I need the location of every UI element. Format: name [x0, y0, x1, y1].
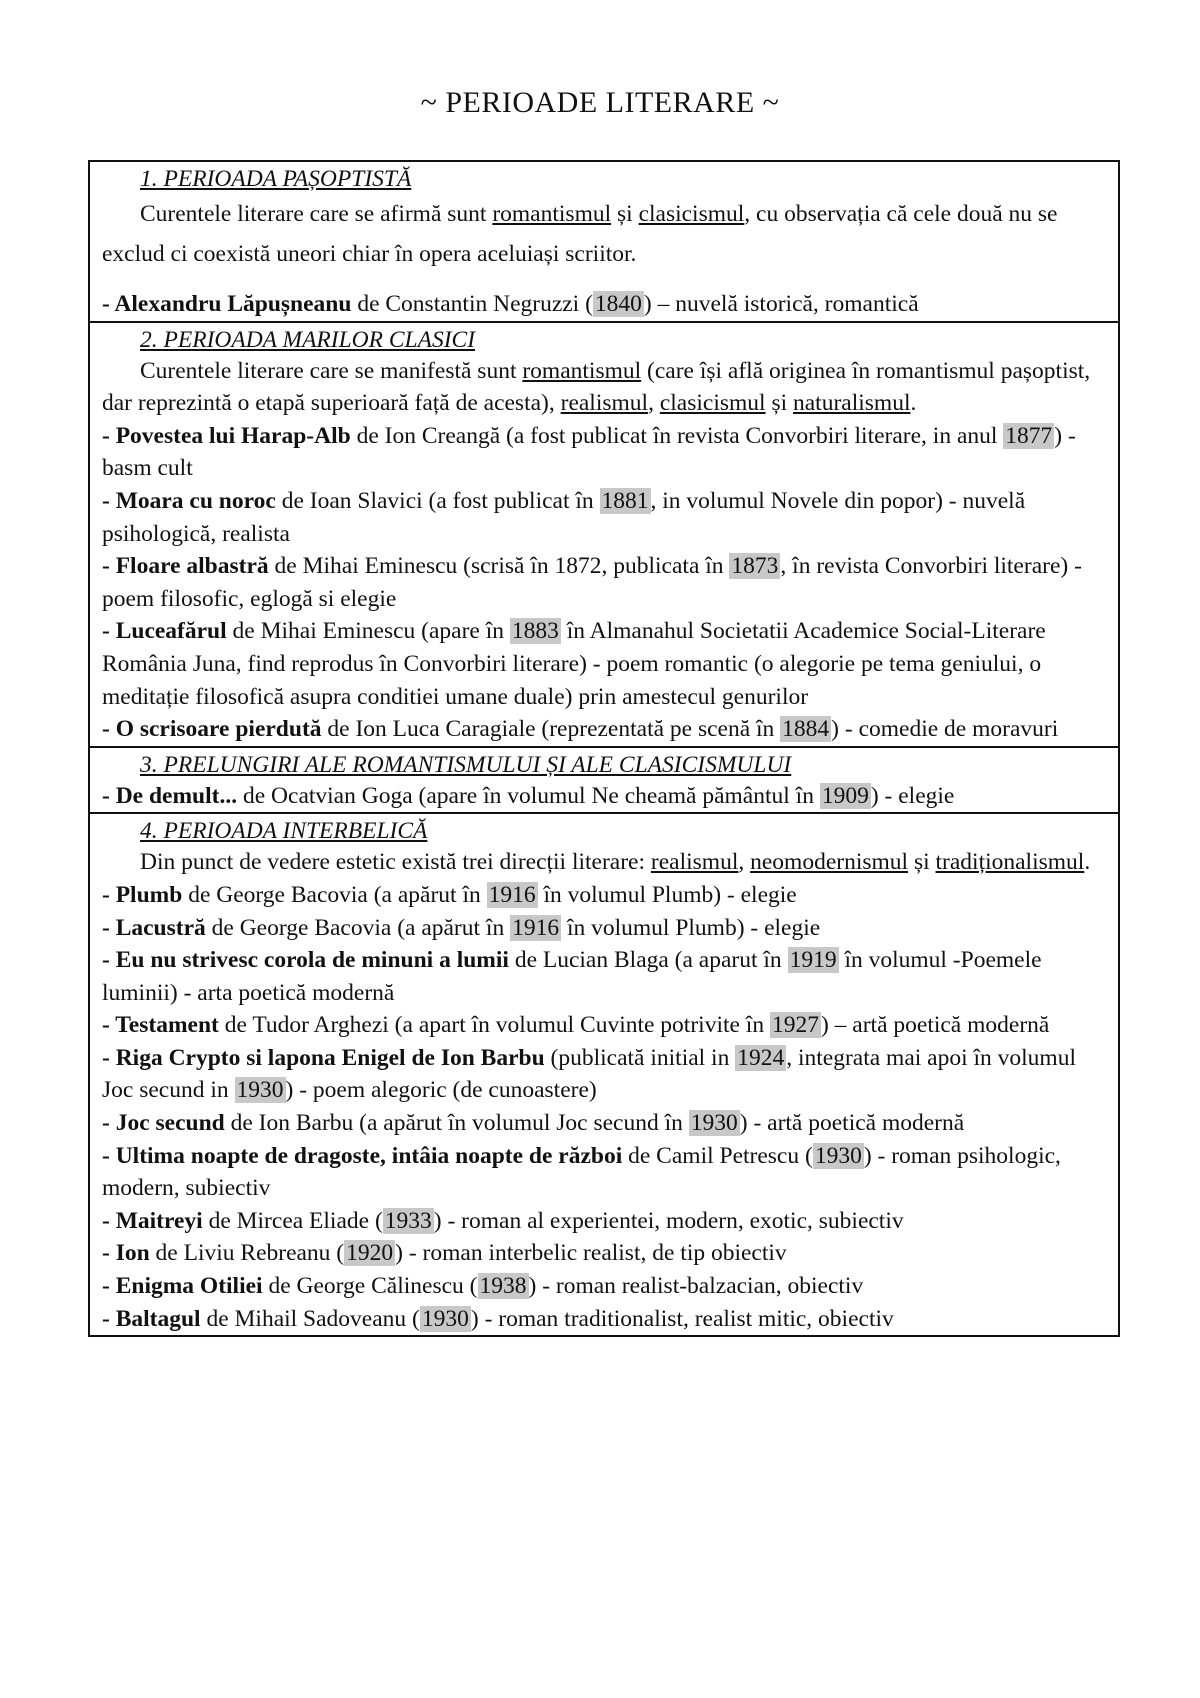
- work-entry: [102, 288, 1110, 321]
- work-entry: [102, 912, 1110, 945]
- year-highlight: 1916: [488, 881, 536, 908]
- year-highlight: 1881: [601, 487, 649, 514]
- work-details: de Ion Luca Caragiale (reprezentată pe scenă în: [321, 716, 781, 743]
- work-genre: , in volumul Novele din popor) - nuvelă psihologică, realista: [102, 487, 1026, 547]
- work-genre: ) - roman realist-balzacian, obiectiv: [528, 1273, 864, 1300]
- intro-term: clasicismul: [638, 201, 745, 227]
- intro-text: Curentele literare care se afirmă sunt: [140, 201, 493, 227]
- work-details: de Lucian Blaga (a aparut în: [508, 947, 788, 974]
- intro-term: romantismul: [522, 357, 642, 384]
- section-intro: [102, 355, 1110, 420]
- work-title: - Moara cu noroc: [102, 487, 276, 514]
- period-section-interbelica: [90, 812, 1118, 1335]
- period-section-marii-clasici: [90, 321, 1118, 746]
- periods-table: [88, 160, 1120, 1337]
- work-title: - Alexandru Lăpușneanu: [102, 291, 352, 317]
- work-title: - Testament: [102, 1012, 219, 1039]
- section-heading: 1. PERIOADA PAȘOPTISTĂ: [140, 166, 412, 192]
- section-heading: 4. PERIOADA INTERBELICĂ: [140, 818, 428, 845]
- page-title: ~ PERIOADE LITERARE ~: [420, 86, 780, 119]
- intro-term: tradiționalismul: [935, 849, 1085, 876]
- intro-term: clasicismul: [659, 390, 766, 417]
- work-title: - Lacustră: [102, 914, 206, 941]
- work-title: - Luceafărul: [102, 618, 227, 645]
- intro-term: neomodernismul: [750, 849, 909, 876]
- work-details: (publicată initial in: [544, 1044, 736, 1071]
- section-heading: 2. PERIOADA MARILOR CLASICI: [140, 326, 476, 353]
- work-title: - Floare albastră: [102, 553, 269, 580]
- intro-text: , cu observația că cele două nu se exclud ci coexistă uneori chiar în opera aceluiași scriitor.: [102, 201, 1058, 267]
- intro-text: .: [910, 390, 917, 417]
- section-intro: [102, 846, 1110, 879]
- work-entry: [102, 1140, 1110, 1205]
- year-highlight: 1884: [782, 716, 830, 743]
- work-entry: [102, 1205, 1110, 1238]
- intro-term: realismul: [650, 849, 739, 876]
- year-highlight: 1930: [236, 1077, 284, 1104]
- work-title: - De demult...: [102, 782, 238, 809]
- section-heading: 3. PRELUNGIRI ALE ROMANTISMULUI ȘI ALE CLASICISMULUI: [140, 751, 792, 778]
- work-genre: ) – nuvelă istorică, romantică: [643, 291, 919, 317]
- work-genre: ) - comedie de moravuri: [831, 716, 1059, 743]
- year-highlight: 1930: [421, 1305, 469, 1332]
- work-details: de Ocatvian Goga (apare în volumul Ne cheamă pământul în: [237, 782, 820, 809]
- year-highlight: 1927: [771, 1012, 819, 1039]
- work-details: de Mircea Eliade (: [202, 1207, 383, 1234]
- work-details: de Ion Barbu (a apărut în volumul Joc secund în: [224, 1110, 689, 1137]
- year-highlight: 1930: [814, 1142, 862, 1169]
- work-entry: [102, 1237, 1110, 1270]
- year-highlight: 1933: [384, 1207, 432, 1234]
- year-highlight: 1883: [511, 618, 559, 645]
- work-genre: ) - roman traditionalist, realist mitic, obiectiv: [470, 1305, 894, 1332]
- year-highlight: 1919: [789, 947, 837, 974]
- year-highlight: 1920: [346, 1240, 394, 1267]
- work-details: de Camil Petrescu (: [622, 1142, 813, 1169]
- work-entry: [102, 1107, 1110, 1140]
- work-details: de Constantin Negruzzi (: [351, 291, 593, 317]
- intro-text: Din punct de vedere estetic există trei direcții literare:: [140, 849, 651, 876]
- work-title: - Maitreyi: [102, 1207, 203, 1234]
- work-genre: ) - elegie: [870, 782, 955, 809]
- work-entry: [102, 879, 1110, 912]
- period-section-prelungiri: [90, 746, 1118, 813]
- work-details: de Tudor Arghezi (a apart în volumul Cuvinte potrivite în: [218, 1012, 770, 1039]
- work-genre: ) - artă poetică modernă: [739, 1110, 965, 1137]
- work-genre: ) - roman interbelic realist, de tip obiectiv: [395, 1240, 787, 1267]
- work-genre: ) - poem alegoric (de cunoastere): [285, 1077, 597, 1104]
- year-highlight: 1916: [512, 914, 560, 941]
- intro-text: (care își află originea în romantismul pașoptist, dar reprezintă o etapă superioară față de acesta),: [102, 357, 1091, 417]
- work-entry: [102, 1009, 1110, 1042]
- intro-text: și: [908, 849, 936, 876]
- work-entry: [102, 713, 1110, 746]
- work-title: - Ion: [102, 1240, 150, 1267]
- work-genre: în Almanahul Societatii Academice Social-Literare România Juna, find reprodus în Convorbiri literare) - poem romantic (o alegorie pe tema geniului, o meditație filosofică asupra conditiei umane duale) prin amestecul genurilor: [102, 618, 1046, 710]
- work-details: de Liviu Rebreanu (: [149, 1240, 345, 1267]
- intro-text: Curentele literare care se manifestă sunt: [140, 357, 523, 384]
- intro-term: romantismul: [492, 201, 612, 227]
- work-title: - Eu nu strivesc corola de minuni a lumii: [102, 947, 509, 974]
- work-genre: ) – artă poetică modernă: [820, 1012, 1050, 1039]
- year-highlight: 1924: [737, 1044, 785, 1071]
- work-title: - Plumb: [102, 881, 183, 908]
- work-entry: [102, 1303, 1110, 1336]
- work-details: de George Călinescu (: [262, 1273, 478, 1300]
- work-genre: în volumul Plumb) - elegie: [561, 914, 821, 941]
- work-entry: [102, 1042, 1110, 1107]
- intro-text: .: [1084, 849, 1091, 876]
- intro-text: și: [765, 390, 793, 417]
- work-details: de Mihai Eminescu (scrisă în 1872, publicata în: [268, 553, 730, 580]
- year-highlight: 1938: [479, 1273, 527, 1300]
- work-details: , integrata mai apoi în volumul Joc secund in: [102, 1044, 1076, 1104]
- section-intro: [102, 194, 1110, 274]
- year-highlight: 1930: [690, 1110, 738, 1137]
- work-entry: [102, 944, 1110, 1009]
- work-genre: , în revista Convorbiri literare) - poem filosofic, eglogă si elegie: [102, 553, 1082, 612]
- work-title: - Riga Crypto si lapona Enigel de Ion Barbu: [102, 1044, 545, 1071]
- work-entry: [102, 780, 1110, 813]
- year-highlight: 1840: [594, 291, 642, 317]
- work-genre: ) - roman psihologic, modern, subiectiv: [102, 1142, 1061, 1202]
- intro-text: ,: [648, 390, 660, 417]
- work-genre: ) - basm cult: [102, 422, 1076, 482]
- work-title: - Ultima noapte de dragoste, intâia noapte de război: [102, 1142, 623, 1169]
- work-title: - Baltagul: [102, 1305, 201, 1332]
- work-details: de Ion Creangă (a fost publicat în revista Convorbiri literare, in anul: [350, 422, 1004, 449]
- intro-text: și: [611, 201, 639, 227]
- work-title: - O scrisoare pierdută: [102, 716, 322, 743]
- work-entry: [102, 1270, 1110, 1303]
- intro-term: realismul: [560, 390, 649, 417]
- work-genre: ) - roman al experientei, modern, exotic, subiectiv: [433, 1207, 904, 1234]
- year-highlight: 1873: [731, 553, 779, 580]
- work-entry: [102, 485, 1110, 550]
- year-highlight: 1877: [1005, 422, 1053, 449]
- work-title: - Enigma Otiliei: [102, 1273, 263, 1300]
- work-details: de George Bacovia (a apărut în: [182, 881, 487, 908]
- work-entry: [102, 615, 1110, 713]
- work-details: de Ioan Slavici (a fost publicat în: [275, 487, 600, 514]
- work-title: - Joc secund: [102, 1110, 225, 1137]
- work-entry: [102, 420, 1110, 485]
- period-section-pasoptista: [90, 162, 1118, 321]
- intro-text: ,: [738, 849, 751, 876]
- work-genre: în volumul Plumb) - elegie: [537, 881, 797, 908]
- intro-term: naturalismul: [793, 390, 911, 417]
- work-details: de George Bacovia (a apărut în: [205, 914, 511, 941]
- work-title: - Povestea lui Harap-Alb: [102, 422, 351, 449]
- work-entry: [102, 550, 1110, 615]
- work-genre: în volumul -Poemele luminii) - arta poetică modernă: [102, 947, 1042, 1006]
- year-highlight: 1909: [821, 782, 869, 809]
- work-details: de Mihai Eminescu (apare în: [226, 618, 510, 645]
- work-details: de Mihail Sadoveanu (: [200, 1305, 420, 1332]
